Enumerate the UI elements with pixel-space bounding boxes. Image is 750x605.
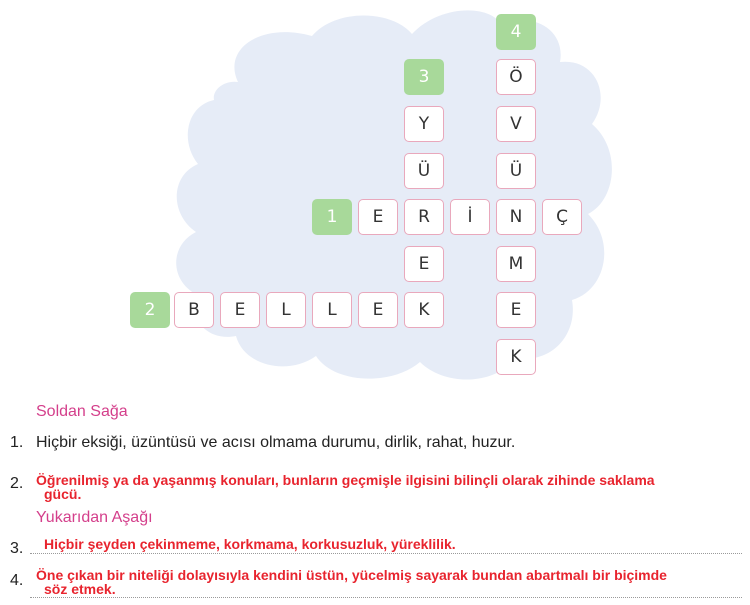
clue-1-text: Hiçbir eksiği, üzüntüsü ve acısı olmama durumu, dirlik, rahat, huzur.: [36, 434, 516, 451]
clue-2-answer-line1[interactable]: Öğrenilmiş ya da yaşanmış konuları, bunların geçmişle ilgisini bilinçli olarak zihinde saklama: [36, 472, 655, 488]
letter-cell[interactable]: E: [496, 292, 536, 328]
clue-4-answer-line1[interactable]: Öne çıkan bir niteliği dolayısıyla kendini üstün, yücelmiş sayarak bundan abartmalı bir biçimde: [36, 567, 667, 583]
clue-2-number: 2.: [10, 475, 24, 492]
letter-cell[interactable]: Ç: [542, 199, 582, 235]
letter-cell[interactable]: L: [266, 292, 306, 328]
letter-cell[interactable]: L: [312, 292, 352, 328]
letter-cell[interactable]: İ: [450, 199, 490, 235]
letter-cell[interactable]: Ü: [404, 153, 444, 189]
letter-cell[interactable]: Y: [404, 106, 444, 142]
clue-4-number: 4.: [10, 572, 24, 589]
letter-cell[interactable]: Ö: [496, 59, 536, 95]
clue-number-1-cell: 1: [312, 199, 352, 235]
across-heading: Soldan Sağa: [36, 403, 128, 420]
letter-cell[interactable]: E: [220, 292, 260, 328]
answer-line: [30, 597, 742, 598]
letter-cell[interactable]: Ü: [496, 153, 536, 189]
clue-3-number: 3.: [10, 540, 24, 557]
clue-number-3-cell: 3: [404, 59, 444, 95]
letter-cell[interactable]: M: [496, 246, 536, 282]
letter-cell[interactable]: K: [404, 292, 444, 328]
letter-cell[interactable]: R: [404, 199, 444, 235]
letter-cell[interactable]: B: [174, 292, 214, 328]
letter-cell[interactable]: E: [358, 292, 398, 328]
clue-number-4-cell: 4: [496, 14, 536, 50]
clue-4-answer-line2[interactable]: söz etmek.: [44, 581, 116, 597]
letter-cell[interactable]: V: [496, 106, 536, 142]
down-heading: Yukarıdan Aşağı: [36, 509, 153, 526]
letter-cell[interactable]: N: [496, 199, 536, 235]
clue-1-number: 1.: [10, 434, 24, 451]
answer-line: [30, 553, 742, 554]
letter-cell[interactable]: E: [404, 246, 444, 282]
letter-cell[interactable]: K: [496, 339, 536, 375]
clue-number-2-cell: 2: [130, 292, 170, 328]
letter-cell[interactable]: E: [358, 199, 398, 235]
clue-3-answer[interactable]: Hiçbir şeyden çekinmeme, korkmama, korkusuzluk, yüreklilik.: [44, 536, 456, 552]
clue-2-answer-line2[interactable]: gücü.: [44, 486, 82, 502]
